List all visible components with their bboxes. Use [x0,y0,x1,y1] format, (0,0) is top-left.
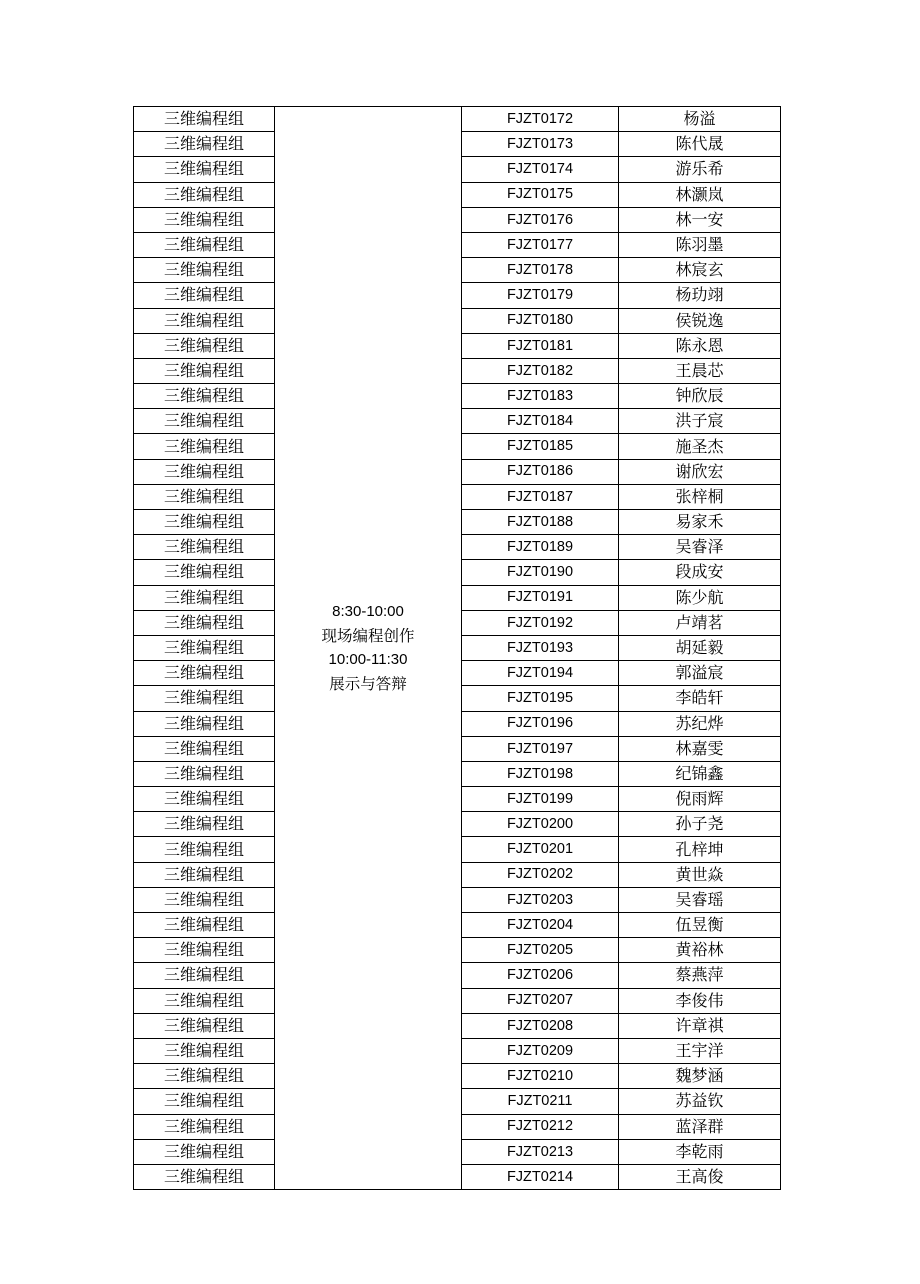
id-cell: FJZT0200 [462,812,619,837]
table-row [134,107,781,132]
id-cell: FJZT0184 [462,409,619,434]
id-cell: FJZT0179 [462,283,619,308]
id-cell: FJZT0197 [462,736,619,761]
id-cell: FJZT0213 [462,1139,619,1164]
group-cell: 三维编程组 [134,510,275,535]
id-cell: FJZT0212 [462,1114,619,1139]
group-cell: 三维编程组 [134,333,275,358]
schedule-time-slot-1: 8:30-10:00 [332,603,404,621]
schedule-time-slot-2: 10:00-11:30 [328,651,408,669]
group-cell: 三维编程组 [134,913,275,938]
id-cell: FJZT0174 [462,157,619,182]
group-cell: 三维编程组 [134,812,275,837]
id-cell: FJZT0172 [462,107,619,132]
id-cell: FJZT0209 [462,1038,619,1063]
id-cell: FJZT0194 [462,661,619,686]
id-cell: FJZT0199 [462,787,619,812]
group-cell: 三维编程组 [134,661,275,686]
group-cell: 三维编程组 [134,535,275,560]
id-cell: FJZT0198 [462,761,619,786]
group-cell: 三维编程组 [134,938,275,963]
name-cell: 张梓桐 [619,484,781,509]
name-cell: 黄裕林 [619,938,781,963]
group-cell: 三维编程组 [134,459,275,484]
id-cell: FJZT0177 [462,232,619,257]
id-cell: FJZT0173 [462,132,619,157]
schedule-activity-1: 现场编程创作 [321,627,415,646]
group-cell: 三维编程组 [134,1013,275,1038]
id-cell: FJZT0185 [462,434,619,459]
id-cell: FJZT0180 [462,308,619,333]
group-cell: 三维编程组 [134,409,275,434]
name-cell: 侯锐逸 [619,308,781,333]
id-cell: FJZT0186 [462,459,619,484]
group-cell: 三维编程组 [134,1089,275,1114]
id-cell: FJZT0192 [462,610,619,635]
group-cell: 三维编程组 [134,585,275,610]
name-cell: 陈永恩 [619,333,781,358]
group-cell: 三维编程组 [134,963,275,988]
group-cell: 三维编程组 [134,308,275,333]
name-cell: 王宇洋 [619,1038,781,1063]
name-cell: 陈羽墨 [619,232,781,257]
id-cell: FJZT0196 [462,711,619,736]
group-cell: 三维编程组 [134,787,275,812]
name-cell: 蓝泽群 [619,1114,781,1139]
group-cell: 三维编程组 [134,283,275,308]
name-cell: 林宸玄 [619,258,781,283]
name-cell: 李皓轩 [619,686,781,711]
group-cell: 三维编程组 [134,358,275,383]
name-cell: 蔡燕萍 [619,963,781,988]
name-cell: 林一安 [619,207,781,232]
group-cell: 三维编程组 [134,258,275,283]
name-cell: 游乐希 [619,157,781,182]
name-cell: 孔梓坤 [619,837,781,862]
name-cell: 吴睿瑶 [619,887,781,912]
group-cell: 三维编程组 [134,988,275,1013]
group-cell: 三维编程组 [134,862,275,887]
name-cell: 陈少航 [619,585,781,610]
id-cell: FJZT0190 [462,560,619,585]
group-cell: 三维编程组 [134,1064,275,1089]
group-cell: 三维编程组 [134,157,275,182]
group-cell: 三维编程组 [134,232,275,257]
name-cell: 苏纪烨 [619,711,781,736]
name-cell: 伍昱衡 [619,913,781,938]
name-cell: 林嘉雯 [619,736,781,761]
group-cell: 三维编程组 [134,610,275,635]
name-cell: 林灏岚 [619,182,781,207]
name-cell: 卢靖茗 [619,610,781,635]
group-cell: 三维编程组 [134,635,275,660]
name-cell: 魏梦涵 [619,1064,781,1089]
name-cell: 李俊伟 [619,988,781,1013]
id-cell: FJZT0208 [462,1013,619,1038]
id-cell: FJZT0214 [462,1164,619,1189]
group-cell: 三维编程组 [134,1114,275,1139]
id-cell: FJZT0206 [462,963,619,988]
id-cell: FJZT0189 [462,535,619,560]
name-cell: 钟欣辰 [619,384,781,409]
group-cell: 三维编程组 [134,1139,275,1164]
name-cell: 倪雨辉 [619,787,781,812]
name-cell: 郭溢宸 [619,661,781,686]
group-cell: 三维编程组 [134,1038,275,1063]
name-cell: 杨玏翊 [619,283,781,308]
id-cell: FJZT0210 [462,1064,619,1089]
name-cell: 苏益钦 [619,1089,781,1114]
group-cell: 三维编程组 [134,207,275,232]
id-cell: FJZT0202 [462,862,619,887]
id-cell: FJZT0195 [462,686,619,711]
group-cell: 三维编程组 [134,484,275,509]
id-cell: FJZT0205 [462,938,619,963]
id-cell: FJZT0211 [462,1089,619,1114]
name-cell: 谢欣宏 [619,459,781,484]
schedule-activity-2: 展示与答辩 [329,675,407,694]
name-cell: 王晨芯 [619,358,781,383]
name-cell: 施圣杰 [619,434,781,459]
group-cell: 三维编程组 [134,384,275,409]
name-cell: 纪锦鑫 [619,761,781,786]
group-cell: 三维编程组 [134,132,275,157]
id-cell: FJZT0207 [462,988,619,1013]
group-cell: 三维编程组 [134,711,275,736]
group-cell: 三维编程组 [134,736,275,761]
name-cell: 杨溢 [619,107,781,132]
id-cell: FJZT0204 [462,913,619,938]
id-cell: FJZT0191 [462,585,619,610]
id-cell: FJZT0182 [462,358,619,383]
name-cell: 易家禾 [619,510,781,535]
group-cell: 三维编程组 [134,107,275,132]
id-cell: FJZT0181 [462,333,619,358]
id-cell: FJZT0193 [462,635,619,660]
id-cell: FJZT0203 [462,887,619,912]
name-cell: 吴睿泽 [619,535,781,560]
id-cell: FJZT0201 [462,837,619,862]
group-cell: 三维编程组 [134,887,275,912]
name-cell: 段成安 [619,560,781,585]
group-cell: 三维编程组 [134,560,275,585]
id-cell: FJZT0183 [462,384,619,409]
name-cell: 洪子宸 [619,409,781,434]
name-cell: 王高俊 [619,1164,781,1189]
id-cell: FJZT0175 [462,182,619,207]
name-cell: 黄世焱 [619,862,781,887]
name-cell: 孙子尧 [619,812,781,837]
group-cell: 三维编程组 [134,434,275,459]
name-cell: 陈代晟 [619,132,781,157]
name-cell: 胡延毅 [619,635,781,660]
group-cell: 三维编程组 [134,761,275,786]
id-cell: FJZT0178 [462,258,619,283]
name-cell: 李乾雨 [619,1139,781,1164]
roster-table [133,106,781,1190]
name-cell: 许章祺 [619,1013,781,1038]
group-cell: 三维编程组 [134,182,275,207]
schedule-cell [275,107,462,1190]
roster-body [134,107,781,1190]
group-cell: 三维编程组 [134,837,275,862]
group-cell: 三维编程组 [134,686,275,711]
id-cell: FJZT0187 [462,484,619,509]
group-cell: 三维编程组 [134,1164,275,1189]
id-cell: FJZT0176 [462,207,619,232]
id-cell: FJZT0188 [462,510,619,535]
